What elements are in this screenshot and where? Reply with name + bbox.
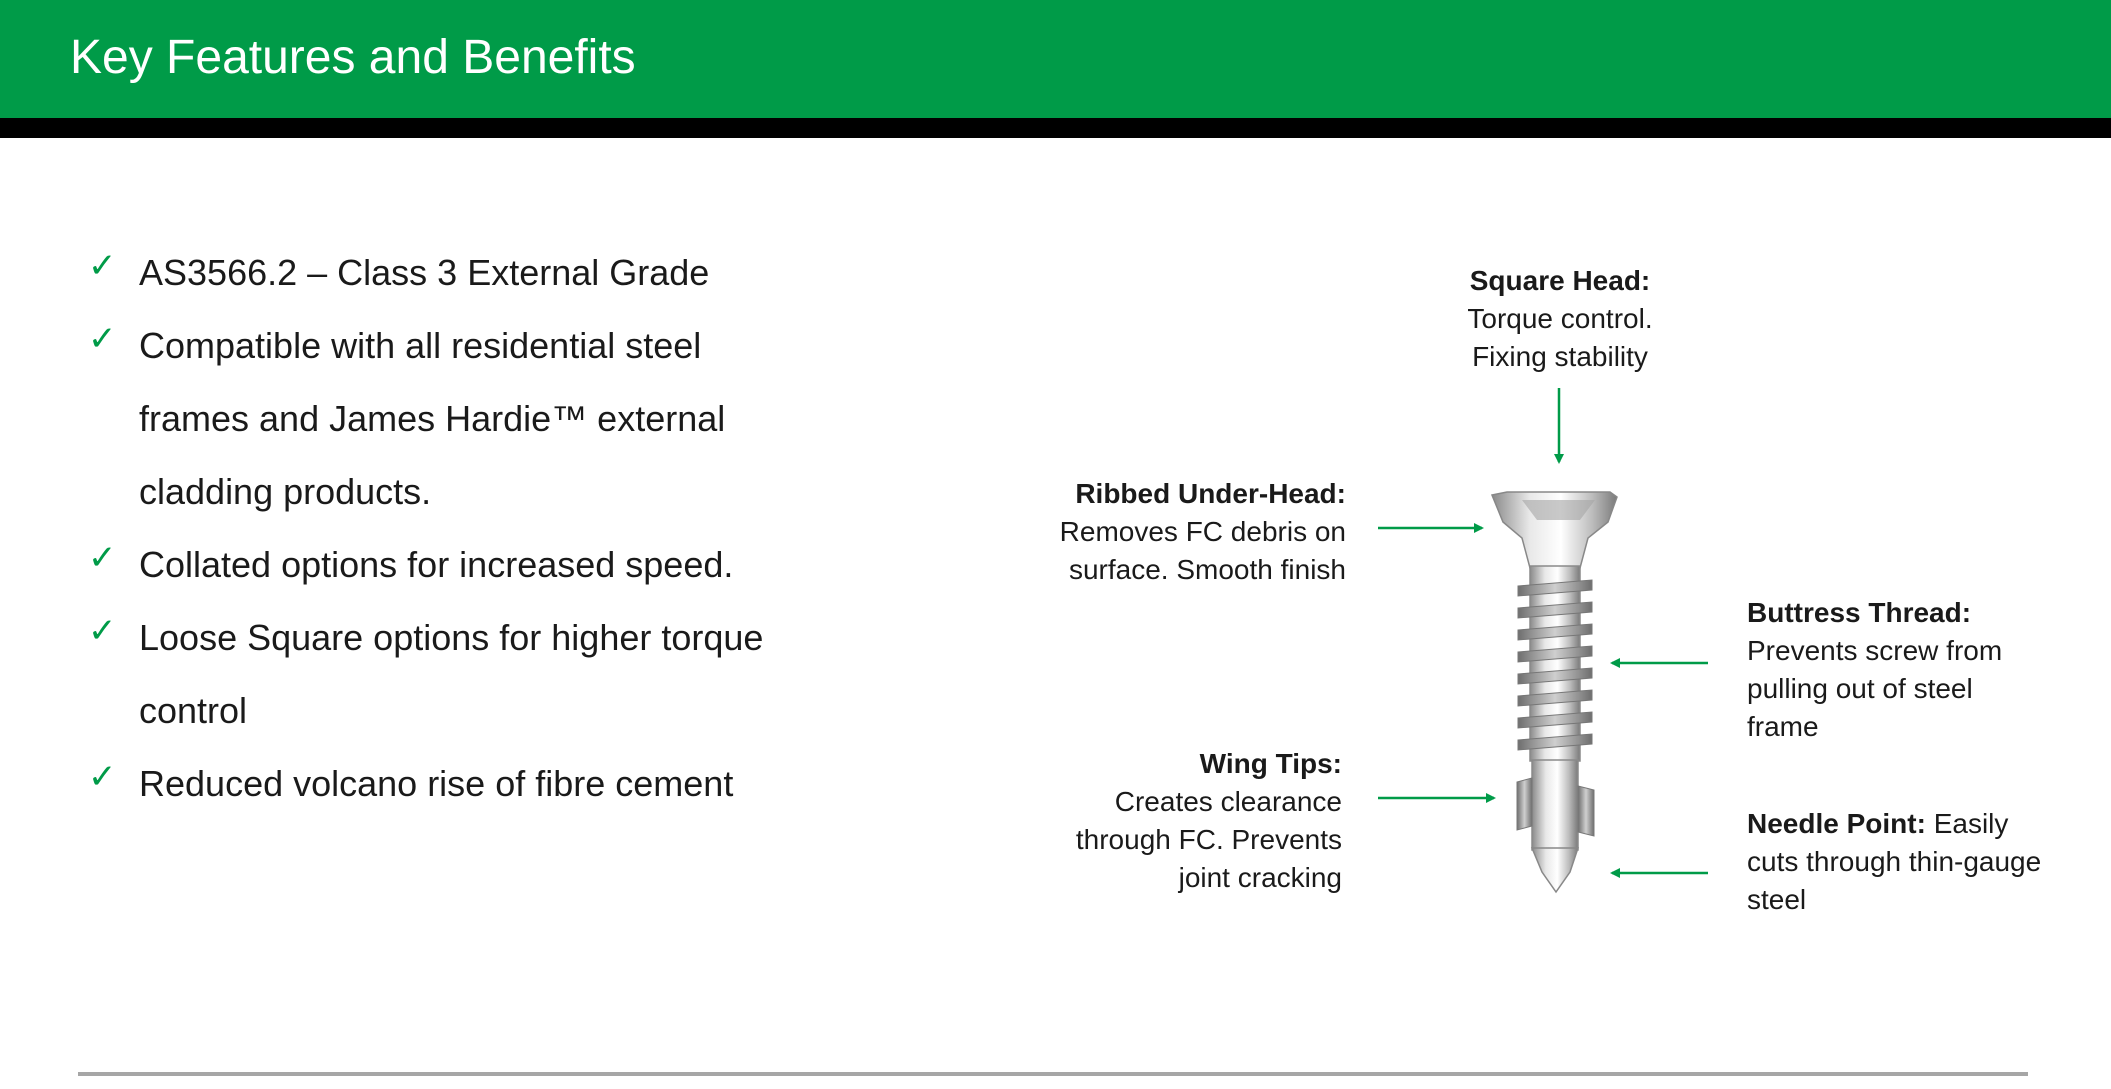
callout-title: Buttress Thread:: [1747, 597, 1972, 628]
check-icon: ✓: [88, 539, 117, 577]
callout-needle-point: [1747, 805, 2087, 919]
callout-title: Wing Tips:: [1199, 748, 1342, 779]
callout-ribbed-under-head: [1000, 475, 1346, 589]
check-icon: ✓: [88, 247, 117, 285]
callout-wing-tips: [1000, 745, 1342, 897]
callout-line: Torque control.: [1467, 303, 1653, 334]
feature-line: cladding products.: [139, 471, 432, 512]
callout-title: Needle Point:: [1747, 808, 1926, 839]
callout-title: Square Head:: [1469, 265, 1651, 296]
callout-buttress-thread: [1747, 594, 2077, 746]
callout-line: cuts through thin-gauge: [1747, 846, 2042, 877]
check-icon: ✓: [88, 612, 117, 650]
check-icon: ✓: [88, 758, 117, 796]
check-icon: ✓: [88, 320, 117, 358]
feature-line: Loose Square options for higher torque: [139, 617, 764, 658]
callout-line: Removes FC debris on: [1059, 516, 1346, 547]
feature-line: Reduced volcano rise of fibre cement: [139, 763, 734, 804]
feature-line: frames and James Hardie™ external: [139, 398, 726, 439]
callout-inline-text: Easily: [1925, 808, 2009, 839]
callout-line: frame: [1747, 711, 1819, 742]
callout-line: through FC. Prevents: [1075, 824, 1342, 855]
feature-line: AS3566.2 – Class 3 External Grade: [139, 252, 710, 293]
screw-image: [1492, 492, 1617, 892]
callout-line: joint cracking: [1178, 862, 1342, 893]
callout-line: Creates clearance: [1114, 786, 1342, 817]
callout-title: Ribbed Under-Head:: [1075, 478, 1346, 509]
screw-wing-left: [1517, 778, 1532, 830]
screw-shank: [1530, 566, 1580, 761]
screw-drill-section: [1532, 760, 1578, 850]
callout-line: surface. Smooth finish: [1068, 554, 1346, 585]
callout-first-line: [1747, 805, 2087, 843]
callout-line: pulling out of steel: [1747, 673, 1973, 704]
callout-line: Prevents screw from: [1747, 635, 2003, 666]
feature-line: Collated options for increased speed.: [139, 544, 734, 585]
feature-line: control: [139, 690, 248, 731]
screw-wing-right: [1578, 786, 1594, 836]
feature-line: Compatible with all residential steel: [139, 325, 702, 366]
callout-line: steel: [1747, 884, 1807, 915]
footer-rule: [78, 1072, 2028, 1076]
screw-point: [1532, 848, 1578, 892]
callout-square-head: [1430, 262, 1690, 376]
callout-line: Fixing stability: [1472, 341, 1648, 372]
page-title: Key Features and Benefits: [70, 31, 636, 84]
